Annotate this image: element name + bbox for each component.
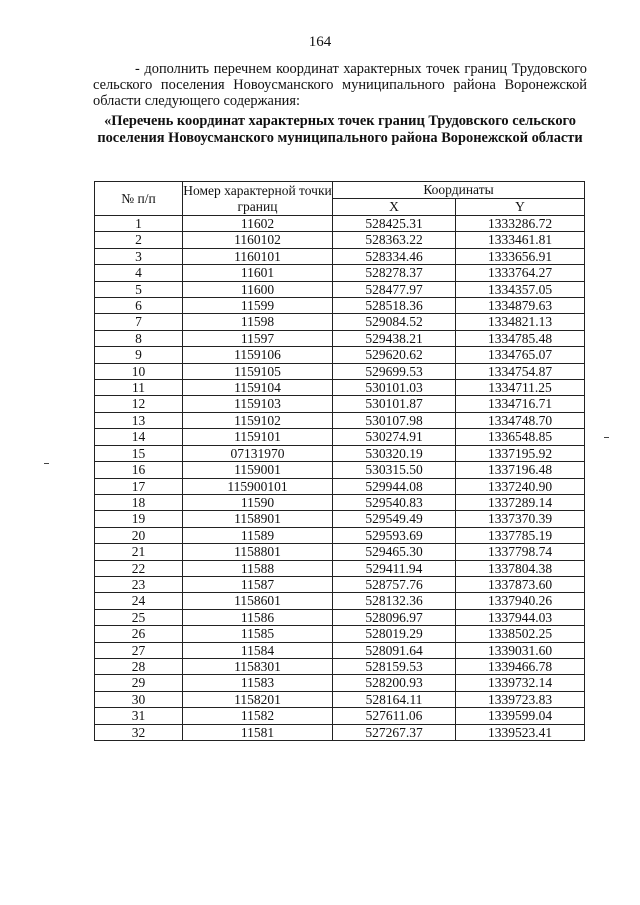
- cell-x-coordinate: 528278.37: [333, 265, 456, 281]
- table-row: [95, 675, 585, 691]
- cell-point-number: 11597: [183, 330, 333, 346]
- table-row: [95, 626, 585, 642]
- cell-x-coordinate: 529540.83: [333, 494, 456, 510]
- cell-row-index: 29: [95, 675, 183, 691]
- cell-row-index: 1: [95, 216, 183, 232]
- cell-x-coordinate: 528164.11: [333, 691, 456, 707]
- cell-point-number: 11581: [183, 724, 333, 740]
- cell-row-index: 25: [95, 609, 183, 625]
- cell-x-coordinate: 529549.49: [333, 511, 456, 527]
- cell-row-index: 20: [95, 527, 183, 543]
- cell-y-coordinate: 1337798.74: [456, 544, 585, 560]
- cell-point-number: 11585: [183, 626, 333, 642]
- cell-row-index: 6: [95, 298, 183, 314]
- cell-point-number: 1158801: [183, 544, 333, 560]
- cell-point-number: 11582: [183, 708, 333, 724]
- cell-x-coordinate: 527611.06: [333, 708, 456, 724]
- cell-y-coordinate: 1339466.78: [456, 658, 585, 674]
- cell-point-number: 11589: [183, 527, 333, 543]
- header-index: № п/п: [95, 182, 183, 216]
- cell-row-index: 9: [95, 347, 183, 363]
- cell-point-number: 1159103: [183, 396, 333, 412]
- table-row: [95, 265, 585, 281]
- table-heading: «Перечень координат характерных точек границ Трудовского сельского поселения Новоусманского муниципального района Воронежской области: [97, 113, 583, 146]
- cell-y-coordinate: 1337370.39: [456, 511, 585, 527]
- cell-point-number: 1159001: [183, 462, 333, 478]
- cell-y-coordinate: 1337196.48: [456, 462, 585, 478]
- cell-point-number: 1159105: [183, 363, 333, 379]
- cell-y-coordinate: 1334821.13: [456, 314, 585, 330]
- table-row: [95, 560, 585, 576]
- cell-point-number: 11600: [183, 281, 333, 297]
- cell-point-number: 11587: [183, 576, 333, 592]
- cell-row-index: 22: [95, 560, 183, 576]
- margin-mark-left: [44, 463, 49, 464]
- coordinates-table: [94, 181, 585, 741]
- cell-y-coordinate: 1333461.81: [456, 232, 585, 248]
- table-row: [95, 363, 585, 379]
- cell-point-number: 115900101: [183, 478, 333, 494]
- cell-x-coordinate: 530107.98: [333, 412, 456, 428]
- cell-y-coordinate: 1333656.91: [456, 248, 585, 264]
- table-row: [95, 330, 585, 346]
- cell-point-number: 11601: [183, 265, 333, 281]
- cell-row-index: 28: [95, 658, 183, 674]
- cell-x-coordinate: 528019.29: [333, 626, 456, 642]
- table-row: [95, 494, 585, 510]
- cell-row-index: 30: [95, 691, 183, 707]
- cell-row-index: 16: [95, 462, 183, 478]
- table-row: [95, 396, 585, 412]
- cell-row-index: 7: [95, 314, 183, 330]
- cell-x-coordinate: 528334.46: [333, 248, 456, 264]
- table-row: [95, 658, 585, 674]
- cell-x-coordinate: 530274.91: [333, 429, 456, 445]
- cell-x-coordinate: 529438.21: [333, 330, 456, 346]
- cell-y-coordinate: 1338502.25: [456, 626, 585, 642]
- cell-row-index: 19: [95, 511, 183, 527]
- table-row: [95, 576, 585, 592]
- cell-row-index: 23: [95, 576, 183, 592]
- table-row: [95, 544, 585, 560]
- cell-y-coordinate: 1339732.14: [456, 675, 585, 691]
- table-row: [95, 232, 585, 248]
- intro-paragraph: - дополнить перечнем координат характерных точек границ Трудовского сельского поселения Новоусманского муниципального района Воронежской области следующего содержания:: [93, 61, 587, 109]
- cell-y-coordinate: 1337289.14: [456, 494, 585, 510]
- cell-row-index: 5: [95, 281, 183, 297]
- cell-y-coordinate: 1339523.41: [456, 724, 585, 740]
- cell-y-coordinate: 1333286.72: [456, 216, 585, 232]
- table-row: [95, 429, 585, 445]
- cell-y-coordinate: 1333764.27: [456, 265, 585, 281]
- cell-x-coordinate: 530101.03: [333, 380, 456, 396]
- cell-row-index: 2: [95, 232, 183, 248]
- cell-row-index: 21: [95, 544, 183, 560]
- table-row: [95, 412, 585, 428]
- cell-y-coordinate: 1334785.48: [456, 330, 585, 346]
- cell-y-coordinate: 1334716.71: [456, 396, 585, 412]
- cell-point-number: 11583: [183, 675, 333, 691]
- table-row: [95, 593, 585, 609]
- cell-point-number: 1159106: [183, 347, 333, 363]
- table-row: [95, 298, 585, 314]
- cell-y-coordinate: 1334765.07: [456, 347, 585, 363]
- cell-x-coordinate: 530101.87: [333, 396, 456, 412]
- cell-point-number: 1158901: [183, 511, 333, 527]
- cell-row-index: 12: [95, 396, 183, 412]
- cell-x-coordinate: 529593.69: [333, 527, 456, 543]
- cell-row-index: 3: [95, 248, 183, 264]
- cell-x-coordinate: 530315.50: [333, 462, 456, 478]
- table-row: [95, 248, 585, 264]
- table-row: [95, 478, 585, 494]
- cell-x-coordinate: 528091.64: [333, 642, 456, 658]
- cell-row-index: 8: [95, 330, 183, 346]
- table-row: [95, 281, 585, 297]
- cell-y-coordinate: 1337873.60: [456, 576, 585, 592]
- cell-x-coordinate: 528477.97: [333, 281, 456, 297]
- header-point-number: Номер характерной точки границ: [183, 182, 332, 214]
- header-coordinates: Координаты: [333, 182, 585, 199]
- cell-y-coordinate: 1339599.04: [456, 708, 585, 724]
- table-row: [95, 724, 585, 740]
- cell-row-index: 10: [95, 363, 183, 379]
- cell-y-coordinate: 1339723.83: [456, 691, 585, 707]
- table-row: [95, 527, 585, 543]
- cell-x-coordinate: 529620.62: [333, 347, 456, 363]
- cell-row-index: 24: [95, 593, 183, 609]
- cell-y-coordinate: 1337785.19: [456, 527, 585, 543]
- cell-point-number: 1158301: [183, 658, 333, 674]
- cell-y-coordinate: 1334748.70: [456, 412, 585, 428]
- cell-y-coordinate: 1336548.85: [456, 429, 585, 445]
- cell-y-coordinate: 1334879.63: [456, 298, 585, 314]
- cell-x-coordinate: 529411.94: [333, 560, 456, 576]
- cell-row-index: 18: [95, 494, 183, 510]
- cell-y-coordinate: 1334711.25: [456, 380, 585, 396]
- table-row: [95, 708, 585, 724]
- cell-point-number: 11590: [183, 494, 333, 510]
- table-row: [95, 314, 585, 330]
- cell-x-coordinate: 528096.97: [333, 609, 456, 625]
- table-header: [95, 182, 585, 216]
- cell-x-coordinate: 528757.76: [333, 576, 456, 592]
- cell-x-coordinate: 528518.36: [333, 298, 456, 314]
- cell-point-number: 1158601: [183, 593, 333, 609]
- table-row: [95, 445, 585, 461]
- table-row: [95, 511, 585, 527]
- cell-y-coordinate: 1337944.03: [456, 609, 585, 625]
- cell-y-coordinate: 1337940.26: [456, 593, 585, 609]
- cell-point-number: 1160102: [183, 232, 333, 248]
- header-y: Y: [456, 199, 585, 216]
- cell-y-coordinate: 1337195.92: [456, 445, 585, 461]
- cell-x-coordinate: 528425.31: [333, 216, 456, 232]
- page-number: 164: [308, 34, 332, 50]
- cell-x-coordinate: 528363.22: [333, 232, 456, 248]
- cell-x-coordinate: 528200.93: [333, 675, 456, 691]
- cell-x-coordinate: 529944.08: [333, 478, 456, 494]
- cell-y-coordinate: 1334754.87: [456, 363, 585, 379]
- cell-point-number: 11598: [183, 314, 333, 330]
- cell-y-coordinate: 1339031.60: [456, 642, 585, 658]
- cell-point-number: 11599: [183, 298, 333, 314]
- cell-x-coordinate: 528132.36: [333, 593, 456, 609]
- table-row: [95, 380, 585, 396]
- cell-row-index: 11: [95, 380, 183, 396]
- cell-row-index: 14: [95, 429, 183, 445]
- cell-row-index: 27: [95, 642, 183, 658]
- margin-mark-right: [604, 437, 609, 438]
- cell-y-coordinate: 1334357.05: [456, 281, 585, 297]
- cell-row-index: 32: [95, 724, 183, 740]
- cell-y-coordinate: 1337804.38: [456, 560, 585, 576]
- cell-x-coordinate: 529465.30: [333, 544, 456, 560]
- table-row: [95, 609, 585, 625]
- cell-y-coordinate: 1337240.90: [456, 478, 585, 494]
- cell-point-number: 1159102: [183, 412, 333, 428]
- cell-row-index: 4: [95, 265, 183, 281]
- cell-point-number: 11588: [183, 560, 333, 576]
- cell-row-index: 31: [95, 708, 183, 724]
- table-row: [95, 642, 585, 658]
- cell-point-number: 1159104: [183, 380, 333, 396]
- cell-point-number: 11584: [183, 642, 333, 658]
- table-body: [95, 216, 585, 741]
- cell-x-coordinate: 527267.37: [333, 724, 456, 740]
- cell-point-number: 07131970: [183, 445, 333, 461]
- cell-row-index: 17: [95, 478, 183, 494]
- cell-row-index: 26: [95, 626, 183, 642]
- cell-x-coordinate: 528159.53: [333, 658, 456, 674]
- cell-point-number: 1159101: [183, 429, 333, 445]
- cell-point-number: 11602: [183, 216, 333, 232]
- table-row: [95, 216, 585, 232]
- cell-row-index: 15: [95, 445, 183, 461]
- cell-x-coordinate: 529084.52: [333, 314, 456, 330]
- cell-point-number: 1160101: [183, 248, 333, 264]
- table-row: [95, 462, 585, 478]
- table-row: [95, 691, 585, 707]
- header-x: X: [333, 199, 456, 216]
- table-row: [95, 347, 585, 363]
- cell-point-number: 1158201: [183, 691, 333, 707]
- cell-point-number: 11586: [183, 609, 333, 625]
- cell-x-coordinate: 529699.53: [333, 363, 456, 379]
- cell-x-coordinate: 530320.19: [333, 445, 456, 461]
- cell-row-index: 13: [95, 412, 183, 428]
